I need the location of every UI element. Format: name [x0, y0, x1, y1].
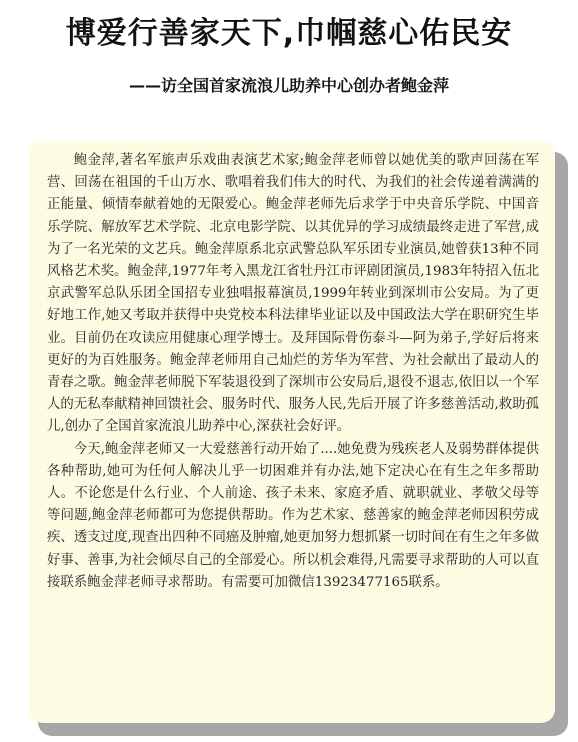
body-paragraph-2: 今天,鲍金萍老师又一大爱慈善行动开始了....她免费为残疾老人及弱势群体提供各种帮助,她可为任何人解决儿乎一切困难并有办法,她下定决心在有生之年多帮助人。不论您是什么行业、个人前途、孩子未来、家庭矛盾、就职就业、孝敬父母等等问题,鲍金萍老师都可为您提供帮助。作为艺术家、慈善家的鲍金萍老师因积劳成疾、透支过度,现查出四种不同癌及肿瘤,她更加努力想抓紧一切时间在有生之年多做好事、善事,为社会倾尽自己的全部爱心。所以机会难得,凡需要寻求帮助的人可以直接联系鲍金萍老师寻求帮助。有需要可加微信13923477165联系。 [47, 441, 539, 590]
body-paragraph-1: 鲍金萍,著名军旅声乐戏曲表演艺术家;鲍金萍老师曾以她优美的歌声回荡在军营、回荡在祖国的千山万水、歌唱着我们伟大的时代、为我们的社会传递着满满的正能量、倾情奉献着她的无限爱心。鲍金萍老师先后求学于中央音乐学院、中国音乐学院、解放军艺术学院、北京电影学院、以其优异的学习成绩最终走进了军营,成为了一名光荣的文艺兵。鲍金萍原系北京武警总队军乐团专业演员,她曾获13种不同风格艺术奖。鲍金萍,1977年考入黑龙江省牡丹江市评剧团演员,1983年特招入伍北京武警军总队乐团全国招专业独唱报幕演员,1999年转业到深圳市公安局。为了更好地工作,她又考取并获得中央党校本科法律毕业证以及中国政法大学在职研究生毕业。目前仍在攻读应用健康心理学博士。及拜国际骨伤泰斗—阿为弟子,学好后将来更好的为百姓服务。鲍金萍老师用自己灿烂的芳华为军营、为社会献出了最动人的青春之歌。鲍金萍老师脱下军装退役到了深圳市公安局后,退役不退志,依旧以一个军人的无私奉献精神回馈社会、服务时代、服务人民,先后开展了许多慈善活动,救助孤儿,创办了全国首家流浪儿助养中心,深获社会好评。 [47, 153, 539, 435]
article-title: 博爱行善家天下,巾帼慈心佑民安 [65, 16, 513, 51]
article-body-card [29, 141, 555, 723]
article-subtitle: ——访全国首家流浪儿助养中心创办者鲍金萍 [128, 76, 449, 95]
